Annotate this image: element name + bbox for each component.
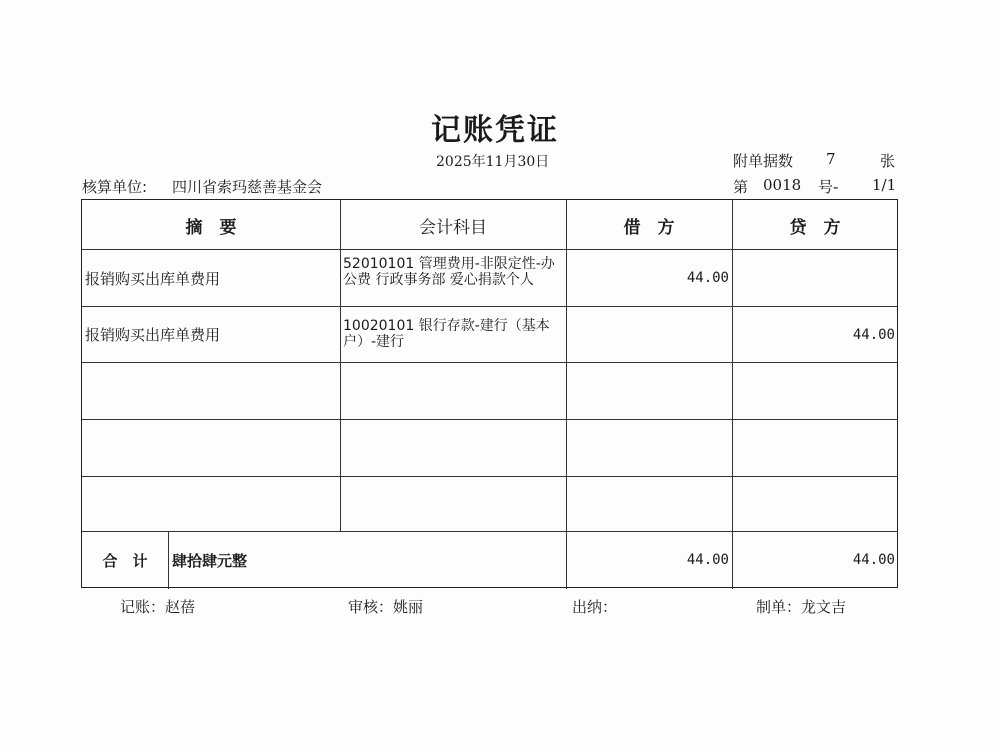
- attachments-count: 7: [826, 150, 836, 168]
- total-col-divider: [168, 531, 169, 589]
- row-subject: 10020101 银行存款-建行（基本户）-建行: [343, 318, 550, 350]
- row-summary: 报销购买出库单费用: [85, 326, 221, 344]
- row-subject: 52010101 管理费用-非限定性-办公费 行政事务部 爱心捐款个人: [343, 256, 555, 288]
- total-debit: 44.00: [686, 552, 729, 568]
- row-summary: 报销购买出库单费用: [85, 269, 221, 288]
- total-label: 合 计: [102, 551, 148, 570]
- row-debit: [567, 307, 729, 362]
- row-debit: 44.00: [686, 270, 729, 286]
- voucher-number-prefix: 第: [733, 178, 749, 196]
- accounting-unit-name: 四川省索玛慈善基金会: [172, 178, 323, 196]
- voucher-number-suffix: 号-: [818, 178, 839, 196]
- voucher-number: 0018: [763, 176, 802, 194]
- total-credit: 44.00: [852, 552, 895, 568]
- bookkeeper-signature: 记账：赵蓓: [120, 598, 196, 616]
- row-divider: [82, 476, 897, 477]
- row-divider: [82, 362, 897, 363]
- accounting-unit-label: 核算单位:: [82, 178, 148, 196]
- voucher-page-count: 1/1: [872, 176, 897, 194]
- header-credit: 贷 方: [789, 217, 841, 238]
- row-divider: [82, 419, 897, 420]
- voucher-date: 2025年11月30日: [436, 154, 550, 170]
- row-credit: 44.00: [852, 326, 895, 343]
- preparer-signature: 制单：龙文吉: [756, 598, 847, 616]
- attachments-label: 附单据数: [733, 152, 794, 170]
- voucher-table: [81, 199, 898, 588]
- cashier-signature: 出纳：: [572, 598, 618, 616]
- total-amount-words: 肆拾肆元整: [172, 551, 248, 570]
- voucher-title: 记账凭证: [431, 113, 559, 148]
- attachments-unit: 张: [880, 152, 896, 170]
- auditor-signature: 审核：姚丽: [348, 598, 424, 616]
- header-summary: 摘 要: [185, 217, 237, 238]
- header-subject: 会计科目: [419, 217, 487, 238]
- row-credit: [733, 250, 895, 306]
- header-debit: 借 方: [623, 217, 675, 238]
